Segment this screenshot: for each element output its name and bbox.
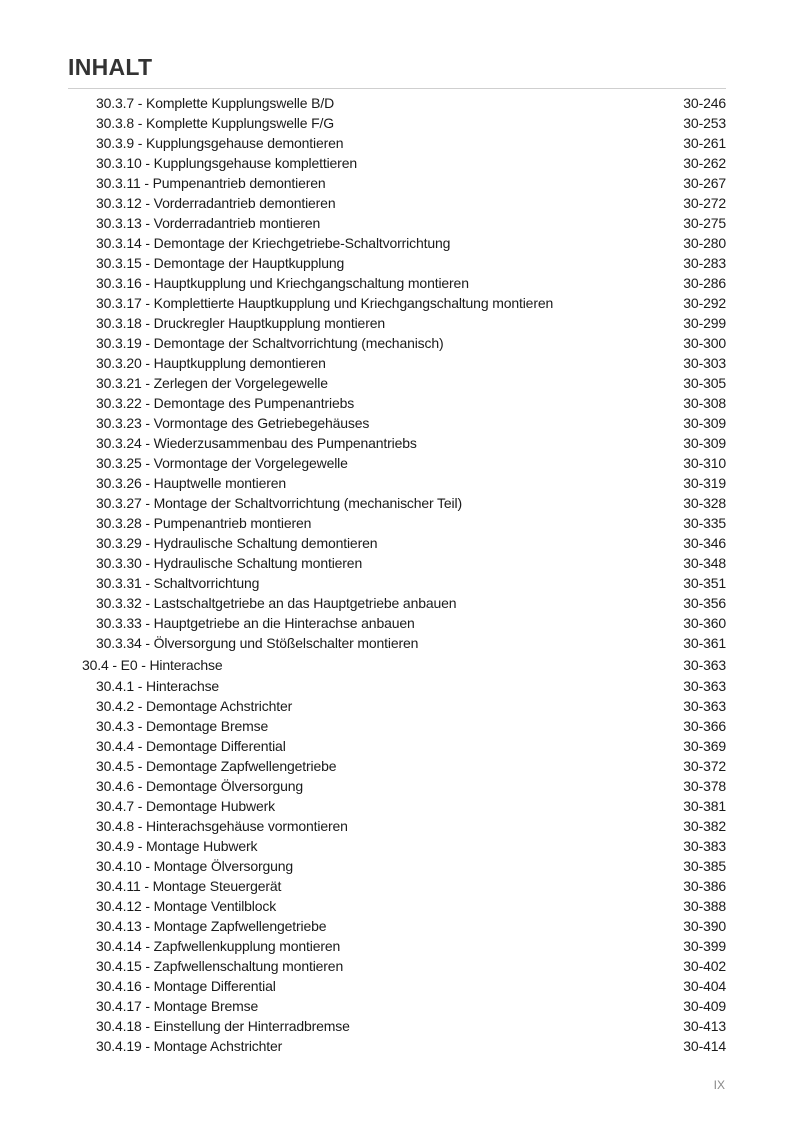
toc-entry-page-number: 30-372 — [683, 758, 726, 774]
toc-entry-page-number: 30-378 — [683, 778, 726, 794]
toc-entry-page-number: 30-286 — [683, 275, 726, 291]
toc-entry-title: 30.4.14 - Zapfwellenkupplung montieren — [96, 938, 341, 954]
toc-entry — [0, 113, 794, 133]
toc-entry-title: 30.4.4 - Demontage Differential — [96, 738, 286, 754]
toc-entry-title: 30.4.17 - Montage Bremse — [96, 998, 259, 1014]
toc-entry-title: 30.3.14 - Demontage der Kriechgetriebe-Schaltvorrichtung — [96, 235, 451, 251]
toc-entry-title: 30.4.16 - Montage Differential — [96, 978, 276, 994]
toc-entry — [0, 836, 794, 856]
toc-entry-title: 30.3.16 - Hauptkupplung und Kriechgangschaltung montieren — [96, 275, 469, 291]
toc-entry — [0, 273, 794, 293]
toc-entry — [0, 573, 794, 593]
toc-entry — [0, 856, 794, 876]
toc-entry-title: 30.4.7 - Demontage Hubwerk — [96, 798, 275, 814]
toc-entry — [0, 133, 794, 153]
toc-entry — [0, 613, 794, 633]
toc-entry-page-number: 30-275 — [683, 215, 726, 231]
toc-entry — [0, 676, 794, 696]
toc-entry-page-number: 30-319 — [683, 475, 726, 491]
toc-entry — [0, 513, 794, 533]
toc-entry-title: 30.3.23 - Vormontage des Getriebegehäuses — [96, 415, 370, 431]
toc-entry-title: 30.3.9 - Kupplungsgehause demontieren — [96, 135, 344, 151]
toc-entry-page-number: 30-402 — [683, 958, 726, 974]
toc-entry-page-number: 30-381 — [683, 798, 726, 814]
toc-entry-title: 30.4.3 - Demontage Bremse — [96, 718, 269, 734]
toc-entry — [0, 716, 794, 736]
toc-entry-title: 30.3.28 - Pumpenantrieb montieren — [96, 515, 312, 531]
toc-entry-page-number: 30-385 — [683, 858, 726, 874]
toc-entry-page-number: 30-399 — [683, 938, 726, 954]
toc-entry-title: 30.3.21 - Zerlegen der Vorgelegewelle — [96, 375, 328, 391]
toc-entry-title: 30.4.15 - Zapfwellenschaltung montieren — [96, 958, 344, 974]
toc-entry-title: 30.3.22 - Demontage des Pumpenantriebs — [96, 395, 355, 411]
toc-entry — [0, 193, 794, 213]
toc-entry-title: 30.3.19 - Demontage der Schaltvorrichtung (mechanisch) — [96, 335, 444, 351]
toc-entry — [0, 453, 794, 473]
toc-entry-page-number: 30-305 — [683, 375, 726, 391]
toc-entry — [0, 816, 794, 836]
toc-entry-page-number: 30-356 — [683, 595, 726, 611]
toc-entry-title: 30.3.32 - Lastschaltgetriebe an das Hauptgetriebe anbauen — [96, 595, 457, 611]
toc-entry — [0, 776, 794, 796]
toc-entry-title: 30.3.24 - Wiederzusammenbau des Pumpenantriebs — [96, 435, 417, 451]
toc-entry — [0, 173, 794, 193]
toc-entry-page-number: 30-253 — [683, 115, 726, 131]
toc-entry-page-number: 30-309 — [683, 415, 726, 431]
toc-entry — [0, 293, 794, 313]
toc-entry-page-number: 30-390 — [683, 918, 726, 934]
toc-entry-title: 30.3.17 - Komplettierte Hauptkupplung und Kriechgangschaltung montieren — [96, 295, 554, 311]
toc-entry-title: 30.3.34 - Ölversorgung und Stößelschalter montieren — [96, 635, 419, 651]
toc-entry — [0, 353, 794, 373]
page-folio: IX — [713, 1078, 725, 1092]
toc-entry-page-number: 30-246 — [683, 95, 726, 111]
toc-entry-page-number: 30-351 — [683, 575, 726, 591]
toc-entry-page-number: 30-261 — [683, 135, 726, 151]
toc-section-entry — [0, 653, 794, 676]
toc-entry-page-number: 30-292 — [683, 295, 726, 311]
toc-entry-page-number: 30-299 — [683, 315, 726, 331]
toc-entry-title: 30.4.19 - Montage Achstrichter — [96, 1038, 283, 1054]
toc-entry-title: 30.3.18 - Druckregler Hauptkupplung montieren — [96, 315, 385, 331]
toc-entry-page-number: 30-414 — [683, 1038, 726, 1054]
toc-entry-title: 30.3.27 - Montage der Schaltvorrichtung (mechanischer Teil) — [96, 495, 462, 511]
toc-entry — [0, 233, 794, 253]
toc-entry — [0, 433, 794, 453]
toc-entry-page-number: 30-283 — [683, 255, 726, 271]
toc-entry-title: 30.3.7 - Komplette Kupplungswelle B/D — [96, 95, 335, 111]
toc-entry-title: 30.4.2 - Demontage Achstrichter — [96, 698, 293, 714]
toc-entry-title: 30.3.13 - Vorderradantrieb montieren — [96, 215, 321, 231]
toc-entry-page-number: 30-409 — [683, 998, 726, 1014]
toc-entry — [0, 796, 794, 816]
toc-entry-page-number: 30-335 — [683, 515, 726, 531]
toc-entry — [0, 213, 794, 233]
toc-entry-page-number: 30-386 — [683, 878, 726, 894]
table-of-contents — [0, 93, 794, 1056]
toc-entry-title: 30.4.8 - Hinterachsgehäuse vormontieren — [96, 818, 348, 834]
toc-entry-title: 30.3.20 - Hauptkupplung demontieren — [96, 355, 326, 371]
toc-entry — [0, 876, 794, 896]
toc-entry-page-number: 30-303 — [683, 355, 726, 371]
toc-entry-title: 30.4.10 - Montage Ölversorgung — [96, 858, 294, 874]
toc-entry-title: 30.3.11 - Pumpenantrieb demontieren — [96, 175, 326, 191]
toc-entry-page-number: 30-382 — [683, 818, 726, 834]
toc-entry-page-number: 30-404 — [683, 978, 726, 994]
toc-entry — [0, 736, 794, 756]
toc-entry — [0, 533, 794, 553]
toc-entry — [0, 633, 794, 653]
toc-entry — [0, 936, 794, 956]
toc-entry — [0, 996, 794, 1016]
toc-entry-page-number: 30-308 — [683, 395, 726, 411]
toc-entry-page-number: 30-360 — [683, 615, 726, 631]
toc-entry — [0, 696, 794, 716]
toc-entry — [0, 373, 794, 393]
toc-entry-title: 30.3.12 - Vorderradantrieb demontieren — [96, 195, 336, 211]
toc-entry — [0, 1016, 794, 1036]
toc-entry — [0, 333, 794, 353]
toc-entry-page-number: 30-348 — [683, 555, 726, 571]
toc-entry-title: 30.4.12 - Montage Ventilblock — [96, 898, 277, 914]
title-divider — [68, 88, 726, 89]
toc-entry-page-number: 30-267 — [683, 175, 726, 191]
toc-entry — [0, 313, 794, 333]
toc-entry-page-number: 30-262 — [683, 155, 726, 171]
page-title: INHALT — [68, 54, 153, 80]
toc-entry — [0, 956, 794, 976]
toc-entry-page-number: 30-369 — [683, 738, 726, 754]
toc-entry-title: 30.4 - E0 - Hinterachse — [82, 657, 223, 673]
toc-entry-title: 30.3.31 - Schaltvorrichtung — [96, 575, 260, 591]
toc-entry-page-number: 30-363 — [683, 657, 726, 673]
toc-entry-page-number: 30-363 — [683, 698, 726, 714]
toc-entry — [0, 916, 794, 936]
toc-entry — [0, 756, 794, 776]
toc-entry-page-number: 30-346 — [683, 535, 726, 551]
toc-entry-title: 30.4.9 - Montage Hubwerk — [96, 838, 258, 854]
toc-entry-page-number: 30-328 — [683, 495, 726, 511]
toc-entry-title: 30.4.18 - Einstellung der Hinterradbremse — [96, 1018, 350, 1034]
toc-entry-title: 30.3.26 - Hauptwelle montieren — [96, 475, 287, 491]
toc-entry-page-number: 30-388 — [683, 898, 726, 914]
toc-entry — [0, 896, 794, 916]
toc-entry — [0, 593, 794, 613]
toc-entry — [0, 253, 794, 273]
toc-entry-page-number: 30-280 — [683, 235, 726, 251]
toc-entry — [0, 493, 794, 513]
toc-entry — [0, 93, 794, 113]
toc-entry-title: 30.3.10 - Kupplungsgehause komplettieren — [96, 155, 357, 171]
toc-entry — [0, 393, 794, 413]
toc-entry-title: 30.4.6 - Demontage Ölversorgung — [96, 778, 304, 794]
toc-entry-page-number: 30-310 — [683, 455, 726, 471]
toc-entry — [0, 976, 794, 996]
toc-entry-title: 30.4.13 - Montage Zapfwellengetriebe — [96, 918, 327, 934]
toc-entry-title: 30.3.30 - Hydraulische Schaltung montieren — [96, 555, 363, 571]
toc-entry — [0, 473, 794, 493]
toc-entry-title: 30.3.15 - Demontage der Hauptkupplung — [96, 255, 345, 271]
toc-entry — [0, 1036, 794, 1056]
toc-entry-title: 30.3.33 - Hauptgetriebe an die Hinterachse anbauen — [96, 615, 415, 631]
toc-entry-page-number: 30-383 — [683, 838, 726, 854]
toc-entry-title: 30.4.11 - Montage Steuergerät — [96, 878, 282, 894]
toc-entry — [0, 413, 794, 433]
toc-entry — [0, 153, 794, 173]
toc-entry — [0, 553, 794, 573]
toc-entry-page-number: 30-272 — [683, 195, 726, 211]
toc-entry-title: 30.3.8 - Komplette Kupplungswelle F/G — [96, 115, 335, 131]
toc-entry-page-number: 30-300 — [683, 335, 726, 351]
toc-entry-title: 30.4.5 - Demontage Zapfwellengetriebe — [96, 758, 337, 774]
toc-entry-page-number: 30-361 — [683, 635, 726, 651]
toc-entry-page-number: 30-366 — [683, 718, 726, 734]
toc-entry-title: 30.4.1 - Hinterachse — [96, 678, 220, 694]
toc-entry-title: 30.3.29 - Hydraulische Schaltung demontieren — [96, 535, 378, 551]
toc-entry-page-number: 30-363 — [683, 678, 726, 694]
toc-entry-page-number: 30-413 — [683, 1018, 726, 1034]
toc-entry-page-number: 30-309 — [683, 435, 726, 451]
toc-entry-title: 30.3.25 - Vormontage der Vorgelegewelle — [96, 455, 348, 471]
